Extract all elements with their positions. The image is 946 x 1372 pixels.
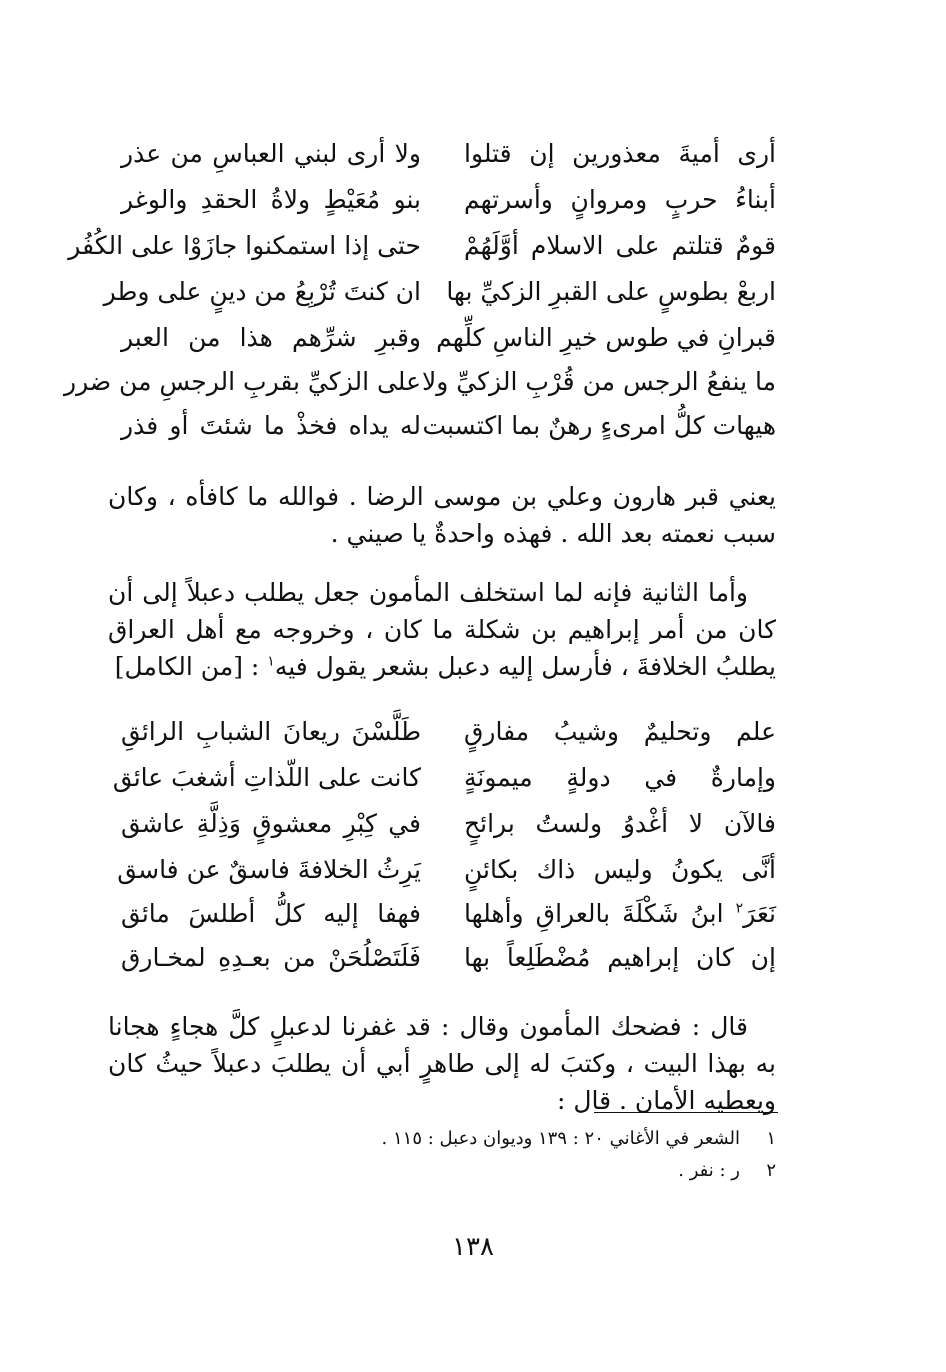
verse-hemistich-right: نَعَرَ$^٢$ ابنُ شَكْلَةَ بالعراقِ وأهلها: [464, 899, 776, 928]
verse-hemistich-right: أنَّى يكونُ وليس ذاك بكائنٍ: [464, 855, 776, 884]
verse-hemistich-left: ان كنتَ تُرْبِعُ من دينٍ على وطر: [103, 277, 421, 306]
footnote-separator: [594, 1112, 778, 1113]
verse-hemistich-left: طَلَّسْنَ ريعانَ الشبابِ الرائقِ: [121, 717, 421, 746]
verse-hemistich-right: قبرانِ في طوس خيرِ الناسِ كلِّهم: [436, 323, 776, 352]
verse-hemistich-right: قومٌ قتلتم على الاسلام أوَّلَهُمْ: [464, 231, 776, 260]
footnote-ref-1: ١: [267, 653, 275, 670]
verse-hemistich-right: علم وتحليمٌ وشيبُ مفارقٍ: [464, 717, 776, 746]
verse-hemistich-right: أرى أميةَ معذورين إن قتلوا: [464, 139, 776, 168]
verse-hemistich-left: على الزكيِّ بقربِ الرجسِ من ضرر: [64, 367, 421, 396]
footnote-ref-2: ٢: [735, 900, 744, 917]
verse-hemistich-left: له يداه فخذْ ما شئتَ أو فذر: [121, 411, 421, 440]
page-number: ١٣٨: [452, 1232, 494, 1262]
verse-hemistich-left: يَرِثُ الخلافةَ فاسقٌ عن فاسق: [117, 855, 421, 884]
paragraph-2: [108, 574, 776, 685]
verse-hemistich-right: هيهات كلُّ امرىءٍ رهنٌ بما اكتسبت: [422, 411, 776, 440]
verse-hemistich-right: اربعْ بطوسٍ على القبرِ الزكيِّ بها: [446, 277, 776, 306]
verse-hemistich-left: وقبرِ شرِّهم هذا من العبر: [121, 323, 421, 352]
verse-hemistich-right: أبناءُ حربٍ ومروانٍ وأسرتهم: [464, 185, 776, 214]
paragraph-1-text: يعني قبر هارون وعلي بن موسى الرضا . فوالله ما كافأه ، وكان سبب نعمته بعد الله . فهذه واحدةٌ يا صيني .: [108, 482, 776, 548]
verse-hemistich-left: فهفا إليه كلُّ أطلسَ مائق: [121, 899, 421, 928]
verse-hemistich-left: بنو مُعَيْطٍ ولاةُ الحقدِ والوغر: [121, 185, 421, 214]
paragraph-1: [108, 478, 776, 552]
footnote-number: ٢: [766, 1160, 776, 1181]
paragraph-2-text: وأما الثانية فإنه لما استخلف المأمون جعل يطلب دعبلاً إلى أن كان من أمر إبراهيم بن شكلة ما كان ، وخروجه مع أهل العراق يطلبُ الخلافةَ ، فأرسل إليه دعبل بشعر يقول فيه: [108, 578, 776, 681]
footnote-number: ١: [766, 1128, 776, 1149]
verse-hemistich-left: ولا أرى لبني العباسِ من عذر: [121, 139, 421, 168]
verse-hemistich-right: فالآن لا أغْدوُ ولستُ برائحٍ: [464, 809, 776, 838]
verse-hemistich-left: في كِبْرِ معشوقٍ وَذِلَّةِ عاشق: [121, 809, 421, 838]
footnote-2: [336, 1158, 776, 1184]
paragraph-3: [108, 1008, 776, 1119]
verse-hemistich-right: إن كان إبراهيم مُضْطَلِعاً بها: [464, 943, 776, 972]
paragraph-3-text: قال : فضحك المأمون وقال : قد غفرنا لدعبلٍ كلَّ هجاءٍ هجانا به بهذا البيت ، وكتبَ له إلى طاهرٍ أبي أن يطلبَ دعبلاً حيثُ كان ويعطيه الأمان . قال :: [108, 1012, 776, 1115]
verse-hemistich-left: فَلَتَصْلُحَنْ من بعـدِهِ لمخـارق: [121, 943, 421, 972]
verse-hemistich-left: حتى إذا استمكنوا جازَوْا على الكُفُر: [68, 231, 421, 260]
meter-label: : [من الكامل]: [114, 652, 268, 681]
footnote-text: ر : نفر .: [678, 1160, 740, 1181]
footnote-1: [336, 1126, 776, 1152]
verse-hemistich-right: ما ينفعُ الرجس من قُرْبِ الزكيِّ ولا: [422, 367, 776, 396]
footnote-text: الشعر في الأغاني ٢٠ : ١٣٩ وديوان دعبل : ١١٥ .: [381, 1128, 740, 1149]
verse-hemistich-right: وإمارةٌ في دولةٍ ميمونَةٍ: [464, 763, 776, 792]
verse-hemistich-left: كانت على اللّذاتِ أشغبَ عائق: [112, 763, 421, 792]
